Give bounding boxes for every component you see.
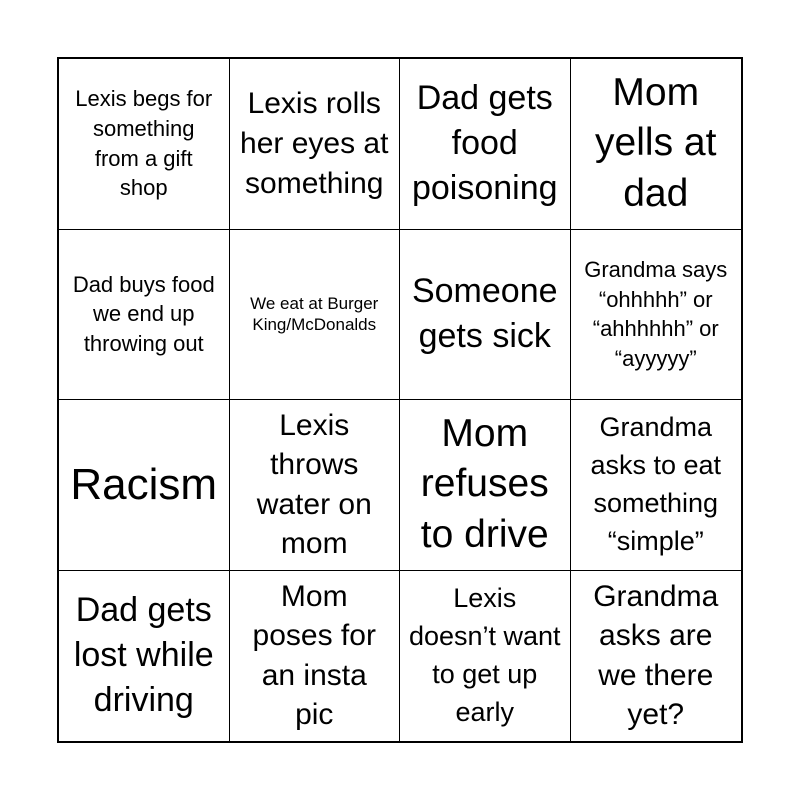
bingo-board — [57, 57, 743, 743]
bingo-cell-text: Dad gets lost while driving — [73, 590, 214, 720]
bingo-cell-text: Lexis begs for something from a gift shop — [75, 86, 213, 201]
bingo-cell[interactable] — [400, 230, 571, 401]
bingo-cell[interactable] — [230, 59, 401, 230]
bingo-cell[interactable] — [571, 59, 742, 230]
bingo-cell-text: Mom poses for an insta pic — [252, 579, 376, 732]
bingo-cell-text: Lexis doesn’t want to get up early — [408, 583, 561, 727]
bingo-cell[interactable] — [59, 400, 230, 571]
bingo-cell-text: We eat at Burger King/McDonalds — [250, 293, 379, 335]
bingo-cell[interactable] — [571, 571, 742, 742]
bingo-cell[interactable] — [400, 59, 571, 230]
bingo-cell-text: Grandma says “ohhhhh” or “ahhhhhh” or “ayyyyy” — [584, 256, 728, 371]
bingo-cell[interactable] — [230, 571, 401, 742]
bingo-cell-text: Dad gets food poisoning — [411, 78, 558, 208]
bingo-cell[interactable] — [230, 230, 401, 401]
bingo-cell[interactable] — [230, 400, 401, 571]
bingo-cell[interactable] — [571, 230, 742, 401]
bingo-cell[interactable] — [59, 571, 230, 742]
bingo-cell[interactable] — [400, 571, 571, 742]
bingo-cell[interactable] — [400, 400, 571, 571]
bingo-cell[interactable] — [59, 230, 230, 401]
bingo-cell-text: Mom yells at dad — [595, 70, 717, 216]
bingo-cell[interactable] — [59, 59, 230, 230]
bingo-cell-text: Grandma asks to eat something “simple” — [590, 412, 722, 556]
bingo-cell-text: Someone gets sick — [411, 272, 558, 356]
bingo-cell-text: Grandma asks are we there yet? — [593, 579, 719, 732]
bingo-cell[interactable] — [571, 400, 742, 571]
bingo-cell-text: Lexis throws water on mom — [256, 408, 372, 561]
bingo-cell-text: Racism — [70, 459, 218, 509]
bingo-cell-text: Dad buys food we end up throwing out — [72, 271, 215, 357]
bingo-cell-text: Lexis rolls her eyes at something — [240, 87, 389, 200]
bingo-cell-text: Mom refuses to drive — [420, 411, 549, 557]
